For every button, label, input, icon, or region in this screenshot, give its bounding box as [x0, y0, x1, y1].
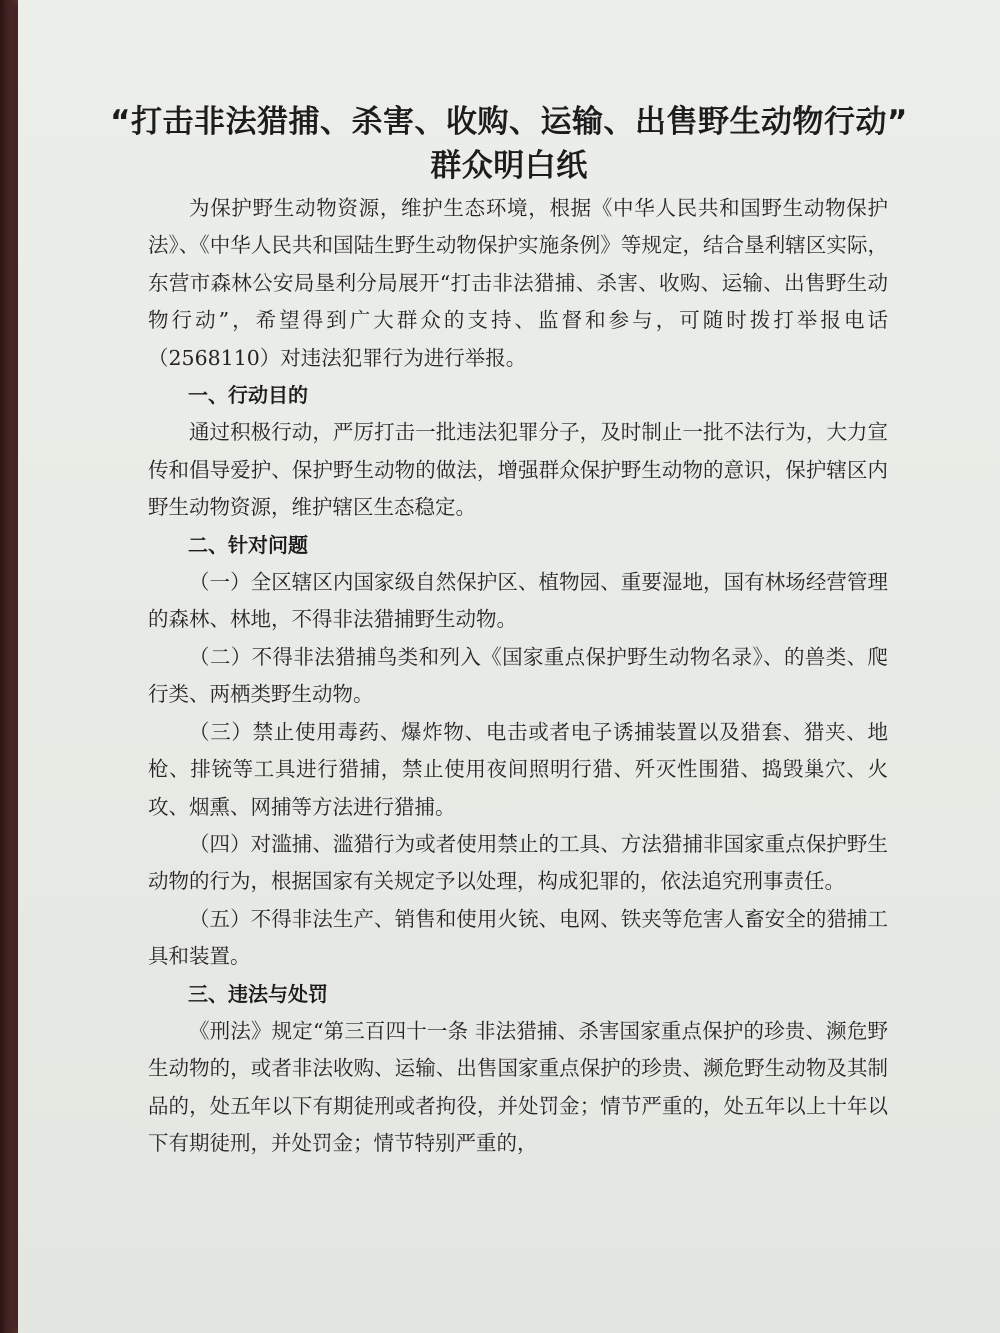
issue-item: （三）禁止使用毒药、爆炸物、电击或者电子诱捕装置以及猎套、猎夹、地枪、排铳等工具进行猎捕，禁止使用夜间照明行猎、歼灭性围猎、捣毁巢穴、火攻、烟熏、网捕等方法进行猎捕。 — [148, 719, 888, 819]
issue-item: （一）全区辖区内国家级自然保护区、植物园、重要湿地，国有林场经营管理的森林、林地，不得非法猎捕野生动物。 — [148, 570, 888, 632]
intro-paragraph: 为保护野生动物资源，维护生态环境，根据《中华人民共和国野生动物保护法》、《中华人民共和国陆生野生动物保护实施条例》等规定，结合垦利辖区实际，东营市森林公安局垦利分局展开“打击非法猎捕、杀害、收购、运输、出售野生动物行动”，希望得到广大群众的支持、监督和参与，可随时拨打举报电话（2568110）对违法犯罪行为进行举报。 — [148, 196, 888, 370]
document-page — [18, 0, 1000, 1333]
penalties-paragraph: 《刑法》规定“第三百四十一条 非法猎捕、杀害国家重点保护的珍贵、濒危野生动物的，或者非法收购、运输、出售国家重点保护的珍贵、濒危野生动物及其制品的，处五年以下有期徒刑或者拘役，并处罚金；情节严重的，处五年以上十年以下有期徒刑，并处罚金；情节特别严重的， — [148, 1018, 888, 1156]
section-heading-issues: 二、针对问题 — [188, 532, 308, 557]
purpose-paragraph: 通过积极行动，严厉打击一批违法犯罪分子，及时制止一批不法行为，大力宣传和倡导爱护、保护野生动物的做法，增强群众保护野生动物的意识，保护辖区内野生动物资源，维护辖区生态稳定。 — [148, 420, 888, 520]
document-title: “打击非法猎捕、杀害、收购、运输、出售野生动物行动” — [110, 104, 908, 140]
section-heading-penalties: 三、违法与处罚 — [188, 981, 328, 1006]
issue-item: （二）不得非法猎捕鸟类和列入《国家重点保护野生动物名录》、的兽类、爬行类、两栖类野生动物。 — [148, 644, 888, 707]
section-heading-purpose: 一、行动目的 — [188, 383, 308, 408]
document-subtitle: 群众明白纸 — [430, 148, 588, 184]
issue-item: （四）对滥捕、滥猎行为或者使用禁止的工具、方法猎捕非国家重点保护野生动物的行为，根据国家有关规定予以处理，构成犯罪的，依法追究刑事责任。 — [148, 831, 888, 894]
issue-item: （五）不得非法生产、销售和使用火铳、电网、铁夹等危害人畜安全的猎捕工具和装置。 — [148, 906, 888, 969]
document-body — [148, 190, 888, 1163]
